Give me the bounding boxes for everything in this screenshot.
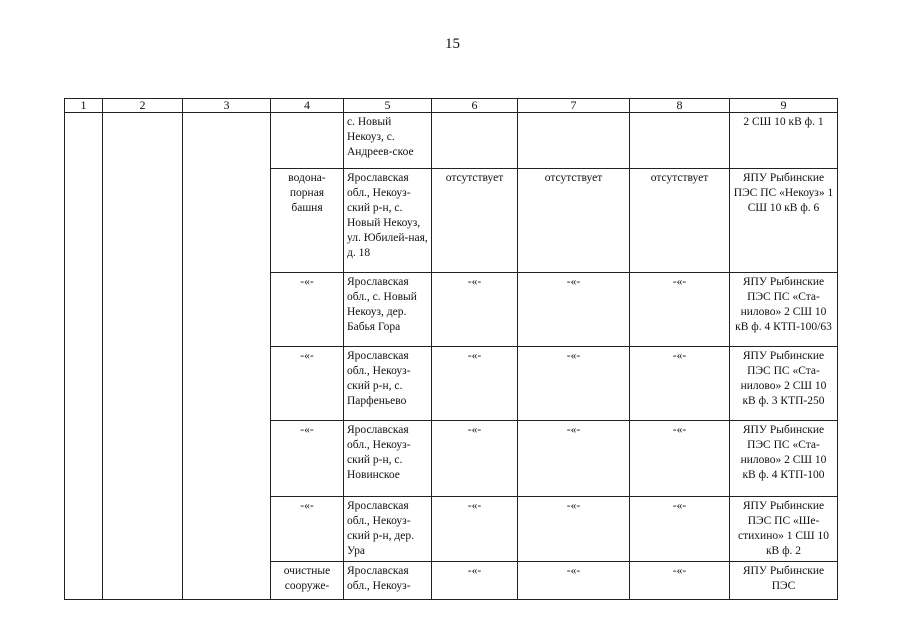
address-cell: Ярославская обл., с. Новый Некоуз, дер. Бабья Гора — [344, 273, 432, 347]
object-cell — [271, 113, 344, 169]
column-header: 6 — [432, 99, 518, 113]
supply-source-cell: ЯПУ Рыбинские ПЭС — [730, 562, 838, 600]
table-cell: -«- — [518, 273, 630, 347]
table-cell — [518, 113, 630, 169]
column-3-cell — [183, 113, 271, 600]
object-cell: очистные сооруже- — [271, 562, 344, 600]
column-header: 8 — [630, 99, 730, 113]
table-row — [65, 113, 838, 169]
table-cell — [432, 113, 518, 169]
data-table — [64, 98, 838, 600]
column-header: 9 — [730, 99, 838, 113]
column-header: 7 — [518, 99, 630, 113]
supply-source-cell: 2 СШ 10 кВ ф. 1 — [730, 113, 838, 169]
object-cell: -«- — [271, 273, 344, 347]
table-cell: -«- — [432, 421, 518, 497]
column-1-cell — [65, 113, 103, 600]
table-cell: -«- — [432, 497, 518, 562]
table-cell: отсутствует — [630, 169, 730, 273]
table-cell: -«- — [432, 562, 518, 600]
address-cell: Ярославская обл., Некоуз-ский р-н, дер. Ура — [344, 497, 432, 562]
column-header: 2 — [103, 99, 183, 113]
column-header: 1 — [65, 99, 103, 113]
supply-source-cell: ЯПУ Рыбинские ПЭС ПС «Некоуз» 1 СШ 10 кВ ф. 6 — [730, 169, 838, 273]
object-cell: -«- — [271, 421, 344, 497]
table-cell: -«- — [630, 497, 730, 562]
address-cell: с. Новый Некоуз, с. Андреев-ское — [344, 113, 432, 169]
header-row — [65, 99, 838, 113]
address-cell: Ярославская обл., Некоуз-ский р-н, с. Новый Некоуз, ул. Юбилей-ная, д. 18 — [344, 169, 432, 273]
table-cell: -«- — [630, 562, 730, 600]
page-number: 15 — [445, 36, 460, 52]
table-cell: -«- — [518, 347, 630, 421]
table-cell: отсутствует — [432, 169, 518, 273]
supply-source-cell: ЯПУ Рыбинские ПЭС ПС «Ста-нилово» 2 СШ 10 кВ ф. 4 КТП-100 — [730, 421, 838, 497]
table-cell: -«- — [432, 347, 518, 421]
table-cell: -«- — [518, 421, 630, 497]
supply-source-cell: ЯПУ Рыбинские ПЭС ПС «Ста-нилово» 2 СШ 10 кВ ф. 3 КТП-250 — [730, 347, 838, 421]
column-header: 5 — [344, 99, 432, 113]
table-cell: -«- — [630, 421, 730, 497]
object-cell: -«- — [271, 497, 344, 562]
address-cell: Ярославская обл., Некоуз-ский р-н, с. Новинское — [344, 421, 432, 497]
table-cell: -«- — [630, 273, 730, 347]
object-cell: водона-порная башня — [271, 169, 344, 273]
table-cell: -«- — [630, 347, 730, 421]
table-cell — [630, 113, 730, 169]
object-cell: -«- — [271, 347, 344, 421]
table-cell: -«- — [518, 562, 630, 600]
table-cell: отсутствует — [518, 169, 630, 273]
table-cell: -«- — [518, 497, 630, 562]
address-cell: Ярославская обл., Некоуз-ский р-н, с. Парфеньево — [344, 347, 432, 421]
table-cell: -«- — [432, 273, 518, 347]
column-2-cell — [103, 113, 183, 600]
address-cell: Ярославская обл., Некоуз- — [344, 562, 432, 600]
column-header: 4 — [271, 99, 344, 113]
column-header: 3 — [183, 99, 271, 113]
supply-source-cell: ЯПУ Рыбинские ПЭС ПС «Ста-нилово» 2 СШ 10 кВ ф. 4 КТП-100/63 — [730, 273, 838, 347]
supply-source-cell: ЯПУ Рыбинские ПЭС ПС «Ше-стихино» 1 СШ 10 кВ ф. 2 — [730, 497, 838, 562]
